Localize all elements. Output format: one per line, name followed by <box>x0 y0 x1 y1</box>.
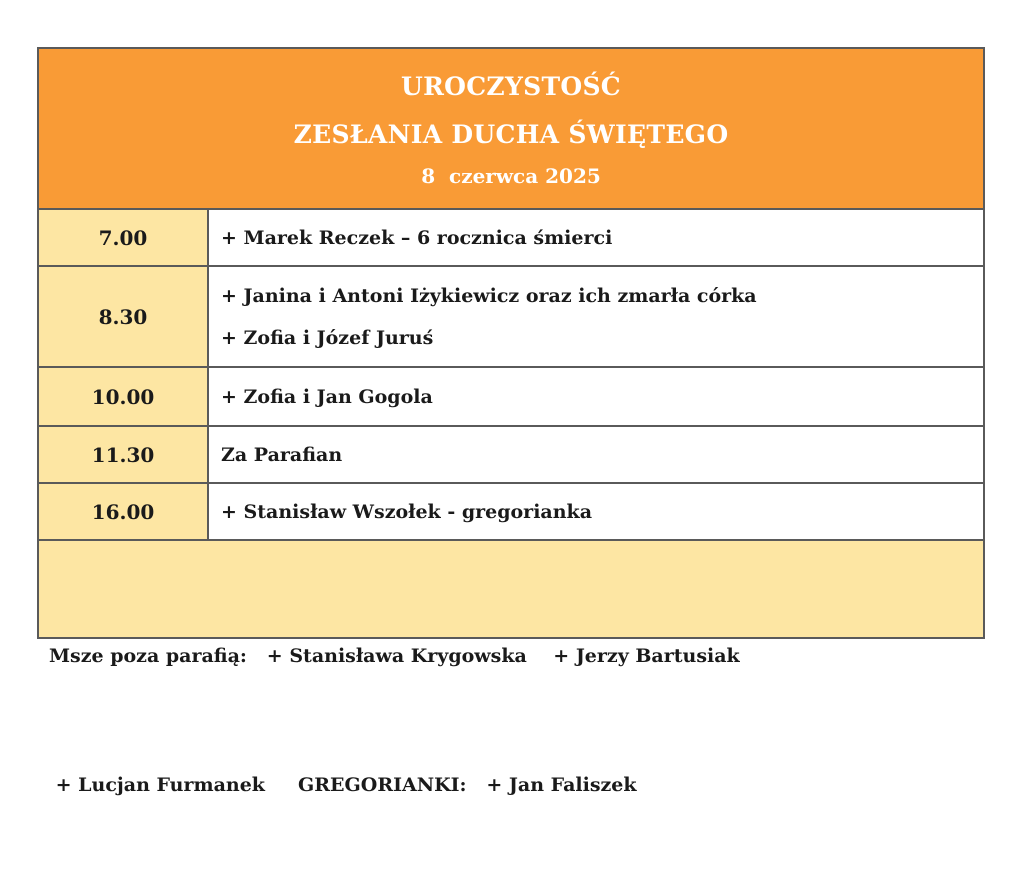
table-row <box>39 210 983 267</box>
footer-line2: + Lucjan Furmanek GREGORIANKI: + Jan Faliszek <box>49 774 637 796</box>
header-title-line1: UROCZYSTOŚĆ <box>400 72 622 101</box>
mass-schedule-table <box>37 47 985 796</box>
table-row <box>39 267 983 368</box>
mass-intentions <box>209 210 983 265</box>
table-row <box>39 427 983 484</box>
intention-line: Za Parafian <box>221 443 343 466</box>
mass-intentions <box>209 267 983 366</box>
mass-time: 16.00 <box>39 484 209 539</box>
mass-intentions <box>209 368 983 425</box>
table-row <box>39 368 983 427</box>
mass-intentions <box>209 484 983 539</box>
mass-time: 7.00 <box>39 210 209 265</box>
intention-line: + Zofia i Józef Juruś <box>221 326 434 349</box>
intention-line: + Stanisław Wszołek - gregorianka <box>221 500 593 523</box>
schedule-header <box>39 49 983 210</box>
mass-time: 11.30 <box>39 427 209 482</box>
intention-line: + Marek Reczek – 6 rocznica śmierci <box>221 226 613 249</box>
schedule-footer <box>39 541 983 796</box>
mass-intentions <box>209 427 983 482</box>
intention-line: + Zofia i Jan Gogola <box>221 385 433 408</box>
mass-time: 10.00 <box>39 368 209 425</box>
mass-time: 8.30 <box>39 267 209 366</box>
table-row <box>39 484 983 541</box>
footer-line1: Msze poza parafią: + Stanisława Krygowska + Jerzy Bartusiak <box>49 645 740 667</box>
header-title-line2: ZESŁANIA DUCHA ŚWIĘTEGO <box>293 120 729 149</box>
intention-line: + Janina i Antoni Iżykiewicz oraz ich zmarła córka <box>221 284 757 307</box>
header-date: 8 czerwca 2025 <box>421 164 601 188</box>
